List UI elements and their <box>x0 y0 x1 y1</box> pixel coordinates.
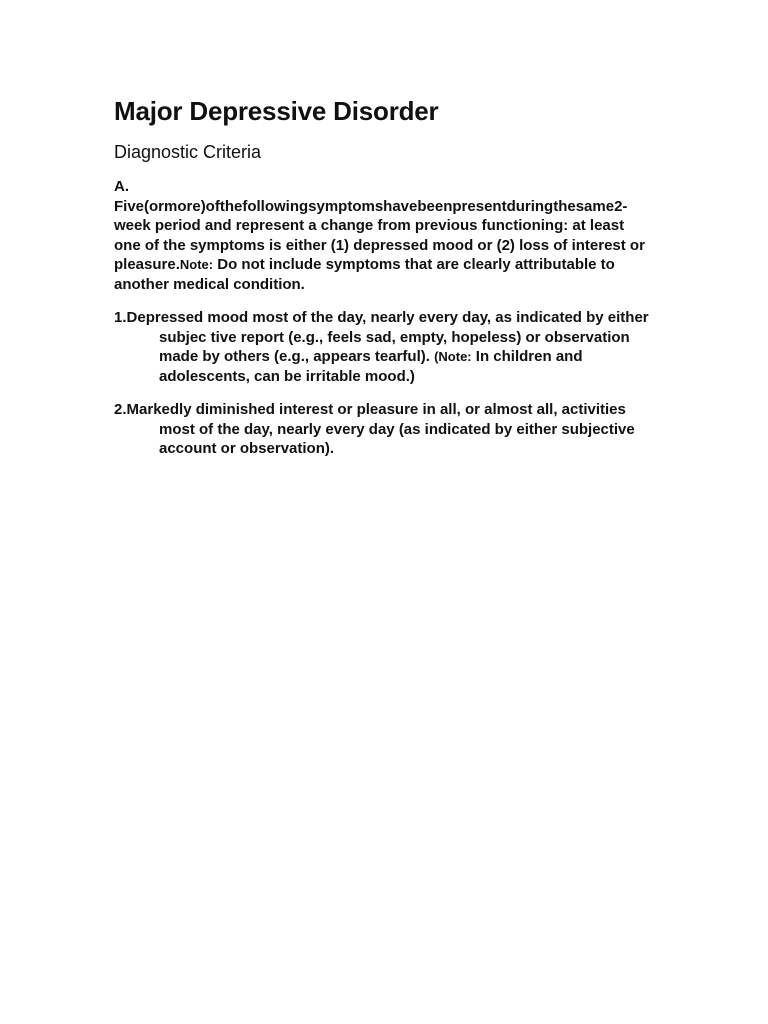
criterion-body <box>114 197 654 295</box>
section-subtitle: Diagnostic Criteria <box>114 142 262 162</box>
criterion-main-text: 2-week period and represent a change from previous functioning: at least one of the symptoms is either (1) depressed mood or (2) loss of interest or pleasure. <box>114 197 645 273</box>
page-title: Major Depressive Disorder <box>114 96 439 126</box>
list-item-text: Depressed mood most of the day, nearly every day, as indicated by either subjec tive report (e.g., feels sad, empty, hopeless) or observation made by others (e.g., appears tearful). <box>126 309 649 365</box>
criterion-run-on-text: Five(ormore)ofthefollowingsymptomshavebeenpresentduringthesame <box>114 197 615 215</box>
list-item <box>114 308 654 386</box>
list-item-note-text: In children and adolescents, can be irritable mood.) <box>159 348 583 385</box>
list-item-note-prefix: ( <box>434 349 439 364</box>
list-item-number: 1. <box>114 309 127 326</box>
document-content <box>114 94 654 459</box>
list-item-number: 2. <box>114 401 127 418</box>
list-item-note-label: Note: <box>438 349 472 364</box>
criterion-note-text: Do not include symptoms that are clearly attributable to another medical condition. <box>114 256 615 293</box>
criterion-a <box>114 177 654 294</box>
criterion-letter: A. <box>114 178 129 195</box>
list-item <box>114 400 654 459</box>
list-item-text: Markedly diminished interest or pleasure in all, or almost all, activities most of the day, nearly every day (as indicated by either subjective account or observation). <box>126 401 635 457</box>
criterion-note-label: Note: <box>179 257 214 272</box>
